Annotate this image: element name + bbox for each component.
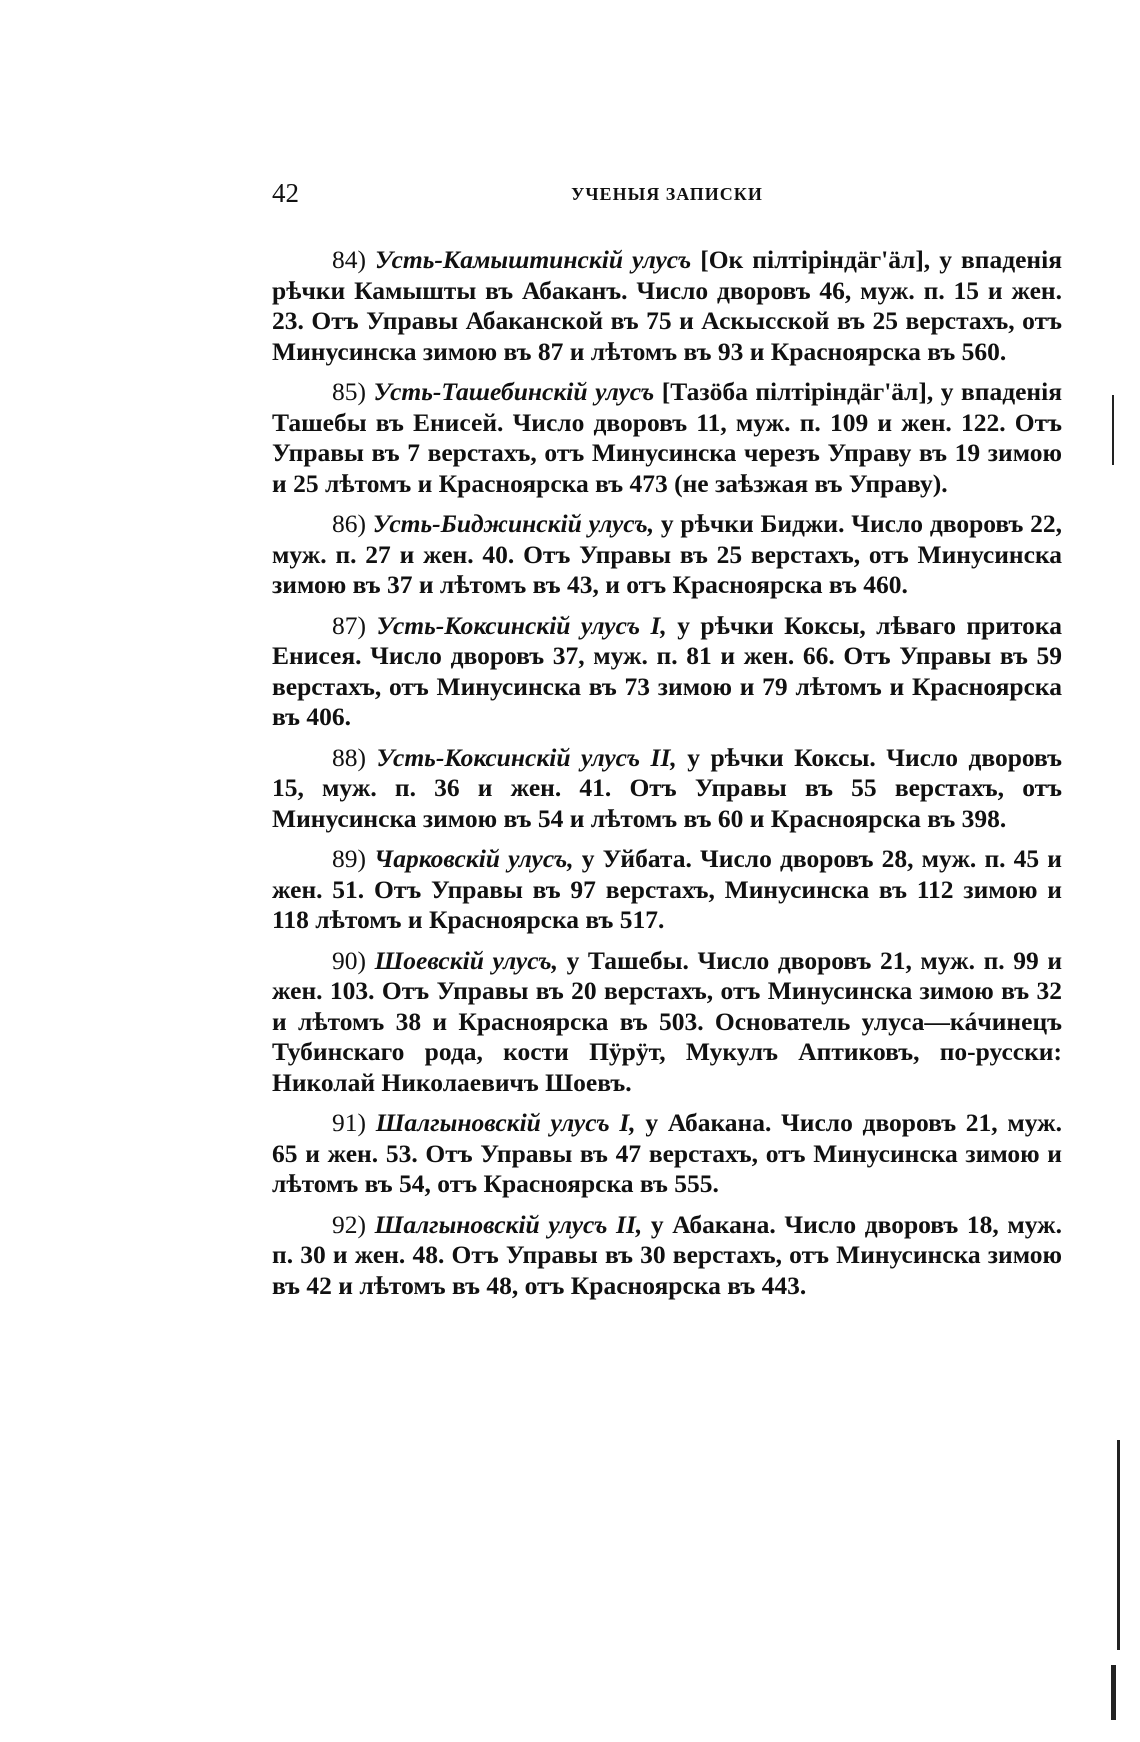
entry-number: 86)	[332, 509, 366, 538]
entry-text: у Ташебы. Число дворовъ 21, муж. п. 99 и жен. 103. Отъ Управы въ 20 верстахъ, отъ Минусинска зимою въ 32 и лѣтомъ 38 и Красноярска въ 503. Основатель улуса—кáчинецъ Тубинскаго рода, кости Пÿрÿт, Мукулъ Аптиковъ, по-русски: Николай Николаевичъ Шоевъ.	[272, 945, 1063, 1097]
entry-87	[272, 611, 1062, 733]
entry-89	[272, 844, 1062, 936]
settlement-name: Усть-Коксинскiй улусъ I,	[376, 610, 667, 640]
entry-number: 89)	[332, 844, 366, 873]
entry-88	[272, 743, 1062, 835]
scan-edge-mark	[1111, 1665, 1116, 1720]
entry-text: [Ок пiлтiрiндäг'äл], у впаденiя рѣчки Камышты въ Абаканъ. Число дворовъ 46, муж. п. 15 и жен. 23. Отъ Управы Абаканской въ 75 и Аскысской въ 25 верстахъ, отъ Минусинска зимою въ 87 и лѣтомъ въ 93 и Красноярска въ 560.	[272, 245, 1063, 366]
settlement-name: Шоевскiй улусъ,	[374, 945, 558, 975]
entry-text: у Уйбата. Число дворовъ 28, муж. п. 45 и жен. 51. Отъ Управы въ 97 верстахъ, Минусинска въ 112 зимою и 118 лѣтомъ и Красноярска въ 517.	[272, 844, 1062, 934]
entry-text: у рѣчки Биджи. Число дворовъ 22, муж. п. 27 и жен. 40. Отъ Управы въ 25 верстахъ, отъ Минусинска зимою въ 37 и лѣтомъ въ 43, и отъ Красноярска въ 460.	[272, 509, 1063, 599]
settlement-name: Шалгыновскiй улусъ I,	[375, 1108, 636, 1137]
running-head: УЧЕНЫЯ ЗАПИСКИ	[571, 184, 763, 204]
scan-edge-mark	[1117, 1440, 1120, 1650]
entry-85	[272, 377, 1062, 499]
entry-list	[272, 245, 1062, 1311]
entry-text: у Абакана. Число дворовъ 18, муж. п. 30 и жен. 48. Отъ Управы въ 30 верстахъ, отъ Минусинска зимою въ 42 и лѣтомъ въ 48, отъ Красноярска въ 443.	[272, 1209, 1063, 1300]
settlement-name: Усть-Коксинскiй улусъ II,	[376, 742, 677, 772]
entry-90	[272, 946, 1062, 1099]
entry-84	[272, 245, 1062, 367]
scan-edge-mark	[1112, 395, 1114, 465]
entry-text: [Тазӧба пiлтiрiндäг'äл], у впаденiя Ташебы въ Енисей. Число дворовъ 11, муж. п. 109 и жен. 122. Отъ Управы въ 7 верстахъ, отъ Минусинска черезъ Управу въ 19 зимою и 25 лѣтомъ и Красноярска въ 473 (не заѣзжая въ Управу).	[272, 377, 1063, 498]
settlement-name: Шалгыновскiй улусъ II,	[374, 1209, 643, 1239]
entry-number: 90)	[332, 945, 366, 975]
entry-number: 88)	[332, 742, 366, 772]
page-number: 42	[272, 178, 299, 208]
entry-text: у рѣчки Коксы. Число дворовъ 15, муж. п. 36 и жен. 41. Отъ Управы въ 55 верстахъ, отъ Минусинска зимою въ 54 и лѣтомъ въ 60 и Красноярска въ 398.	[272, 742, 1063, 833]
settlement-name: Усть-Биджинскiй улусъ,	[372, 509, 655, 538]
entry-92	[272, 1210, 1062, 1302]
entry-91	[272, 1108, 1062, 1200]
entry-number: 87)	[332, 610, 366, 640]
settlement-name: Усть-Ташебинскiй улусъ	[373, 377, 655, 406]
entry-number: 84)	[332, 245, 366, 274]
entry-number: 92)	[332, 1209, 366, 1239]
entry-86	[272, 509, 1062, 601]
entry-text: у Абакана. Число дворовъ 21, муж. 65 и жен. 53. Отъ Управы въ 47 верстахъ, отъ Минусинска зимою и лѣтомъ въ 54, отъ Красноярска въ 555.	[272, 1108, 1063, 1198]
entry-text: у рѣчки Коксы, лѣваго притока Енисея. Число дворовъ 37, муж. п. 81 и жен. 66. Отъ Управы въ 59 верстахъ, отъ Минусинска въ 73 зимою и 79 лѣтомъ и Красноярска въ 406.	[272, 610, 1062, 731]
settlement-name: Усть-Камыштинскiй улусъ	[375, 245, 692, 274]
settlement-name: Чарковскiй улусъ,	[374, 844, 574, 873]
entry-number: 85)	[332, 377, 366, 406]
entry-number: 91)	[332, 1108, 366, 1137]
page-header	[272, 178, 1062, 218]
